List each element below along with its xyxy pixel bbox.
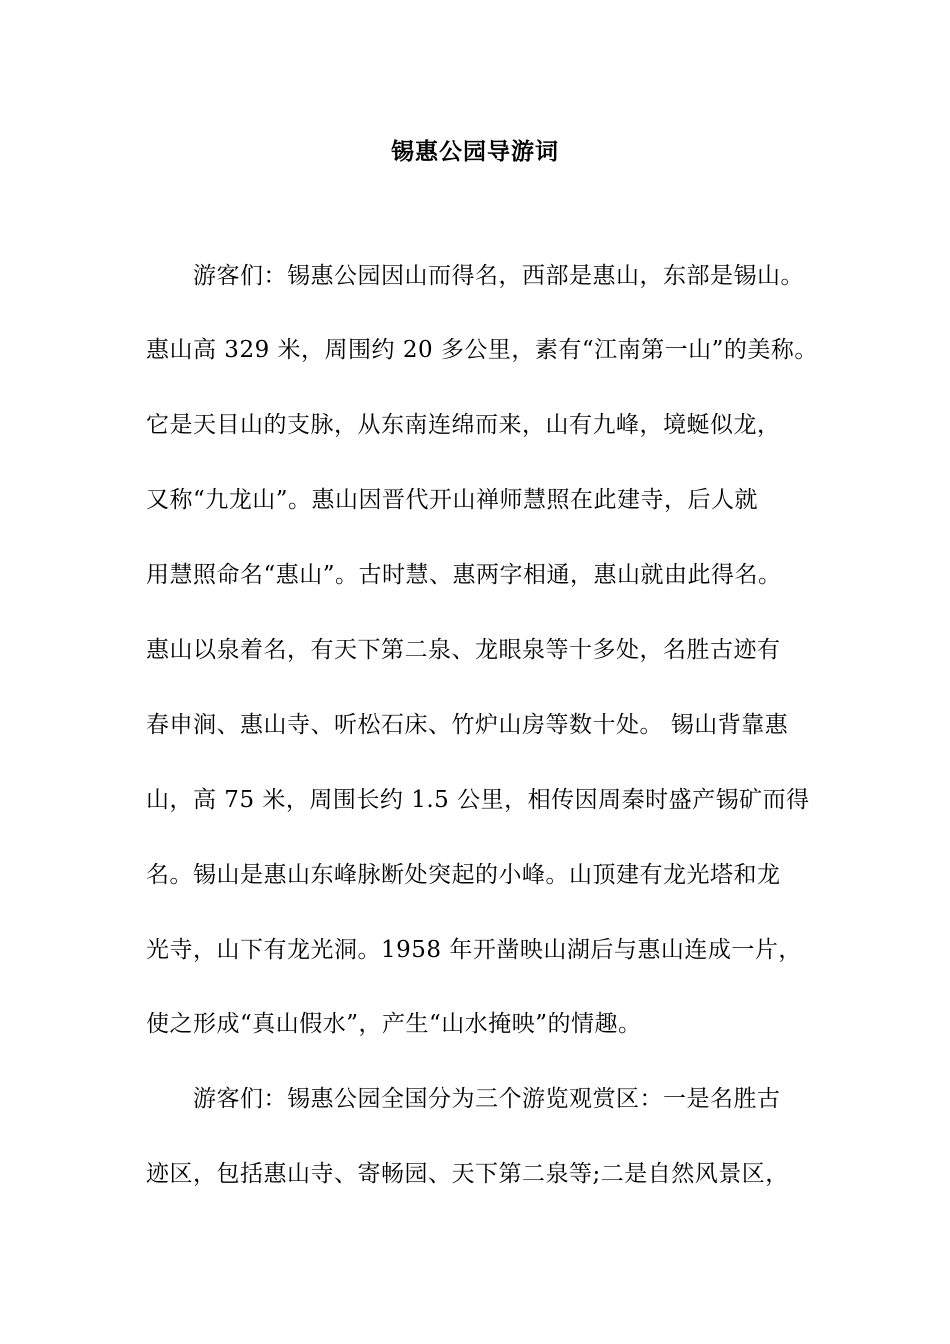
- paragraph-line: 春申涧、惠山寺、听松石床、竹炉山房等数十处。 锡山背靠惠: [146, 712, 789, 738]
- paragraph-line: 光寺，山下有龙光洞。1958 年开凿映山湖后与惠山连成一片，: [146, 937, 802, 963]
- document-title: 锡惠公园导游词: [391, 139, 559, 165]
- paragraph-line: 迹区，包括惠山寺、寄畅园、天下第二泉等;二是自然风景区，: [146, 1161, 789, 1187]
- paragraph-line: 惠山以泉着名，有天下第二泉、龙眼泉等十多处，名胜古迹有: [146, 637, 781, 663]
- paragraph-line: 又称“九龙山”。惠山因晋代开山禅师慧照在此建寺，后人就: [146, 487, 759, 513]
- paragraph-line: 惠山高 329 米，周围约 20 多公里，素有“江南第一山”的美称。: [146, 337, 818, 363]
- paragraph-line: 游客们：锡惠公园全国分为三个游览观赏区：一是名胜古: [193, 1086, 781, 1112]
- paragraph-line: 游客们：锡惠公园因山而得名，西部是惠山，东部是锡山。: [193, 263, 804, 289]
- paragraph-line: 它是天目山的支脉，从东南连绵而来，山有九峰，境蜒似龙，: [146, 412, 781, 438]
- paragraph-line: 使之形成“真山假水”，产生“山水掩映”的情趣。: [146, 1011, 642, 1037]
- paragraph-line: 用慧照命名“惠山”。古时慧、惠两字相通，惠山就由此得名。: [146, 562, 782, 588]
- paragraph-line: 名。锡山是惠山东峰脉断处突起的小峰。山顶建有龙光塔和龙: [146, 862, 781, 888]
- paragraph-line: 山，高 75 米，周围长约 1.5 公里，相传因周秦时盛产锡矿而得: [146, 787, 810, 813]
